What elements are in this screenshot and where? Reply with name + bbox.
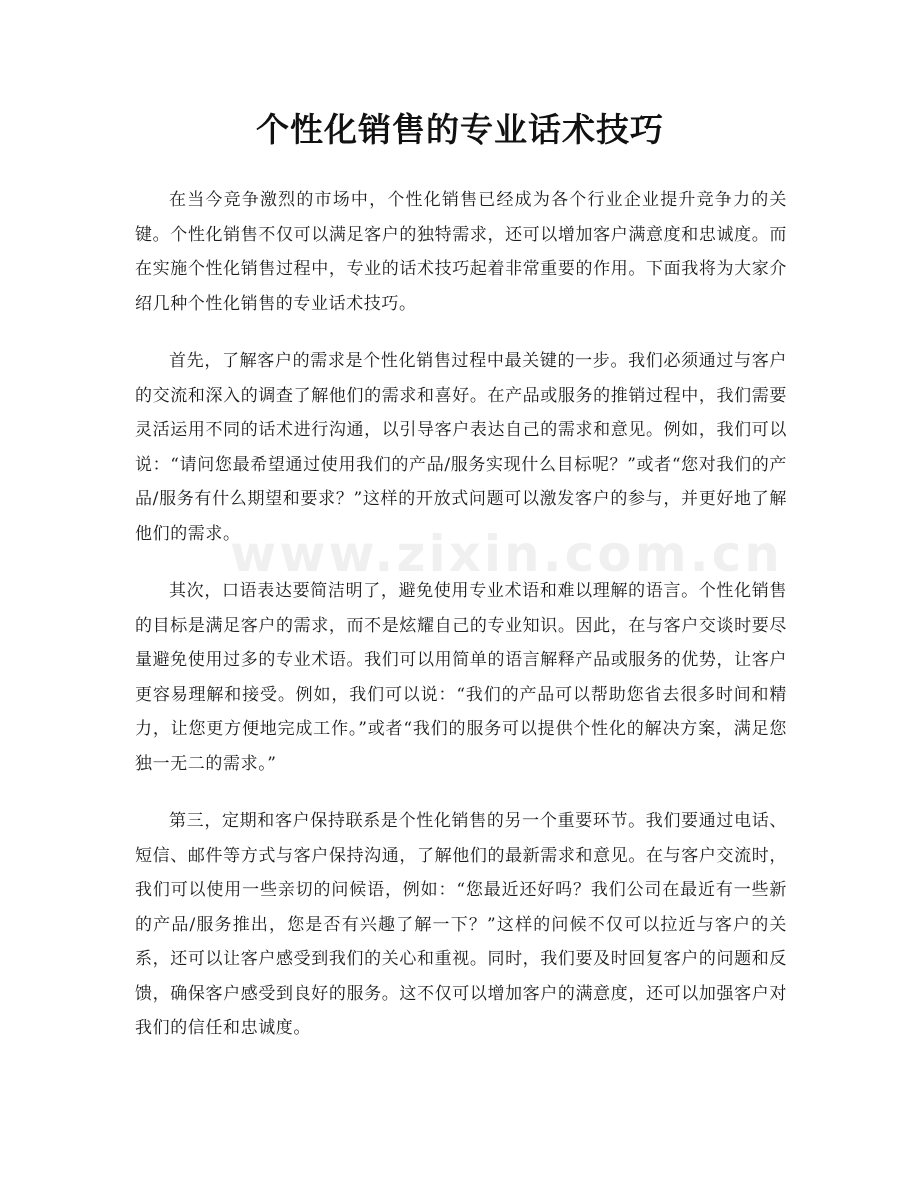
- watermark: www.zixin.com.cn: [230, 525, 783, 583]
- paragraph-first: 首先，了解客户的需求是个性化销售过程中最关键的一步。我们必须通过与客户的交流和深入的调查了解他们的需求和喜好。在产品或服务的推销过程中，我们需要灵活运用不同的话术进行沟通，以引导客户表达自己的需求和意见。例如，我们可以说：“请问您最希望通过使用我们的产品/服务实现什么目标呢？”或者“您对我们的产品/服务有什么期望和要求？”这样的开放式问题可以激发客户的参与，并更好地了解他们的需求。: [135, 351, 787, 544]
- paragraph-third: 第三，定期和客户保持联系是个性化销售的另一个重要环节。我们要通过电话、短信、邮件等方式与客户保持沟通，了解他们的最新需求和意见。在与客户交流时，我们可以使用一些亲切的问候语，例如：“您最近还好吗？我们公司在最近有一些新的产品/服务推出，您是否有兴趣了解一下？”这样的问候不仅可以拉近与客户的关系，还可以让客户感受到我们的关心和重视。同时，我们要及时回复客户的问题和反馈，确保客户感受到良好的服务。这不仅可以增加客户的满意度，还可以加强客户对我们的信任和忠诚度。: [135, 811, 787, 1038]
- document-title: 个性化销售的专业话术技巧: [256, 110, 664, 149]
- paragraph-intro: 在当今竞争激烈的市场中，个性化销售已经成为各个行业企业提升竞争力的关键。个性化销售不仅可以满足客户的独特需求，还可以增加客户满意度和忠诚度。而在实施个性化销售过程中，专业的话术技巧起着非常重要的作用。下面我将为大家介绍几种个性化销售的专业话术技巧。: [135, 190, 787, 314]
- paragraph-second: 其次，口语表达要简洁明了，避免使用专业术语和难以理解的语言。个性化销售的目标是满足客户的需求，而不是炫耀自己的专业知识。因此，在与客户交谈时要尽量避免使用过多的专业术语。我们可以用简单的语言解释产品或服务的优势，让客户更容易理解和接受。例如，我们可以说：“我们的产品可以帮助您省去很多时间和精力，让您更方便地完成工作。”或者“我们的服务可以提供个性化的解决方案，满足您独一无二的需求。”: [135, 581, 787, 774]
- document-body: [135, 183, 787, 1069]
